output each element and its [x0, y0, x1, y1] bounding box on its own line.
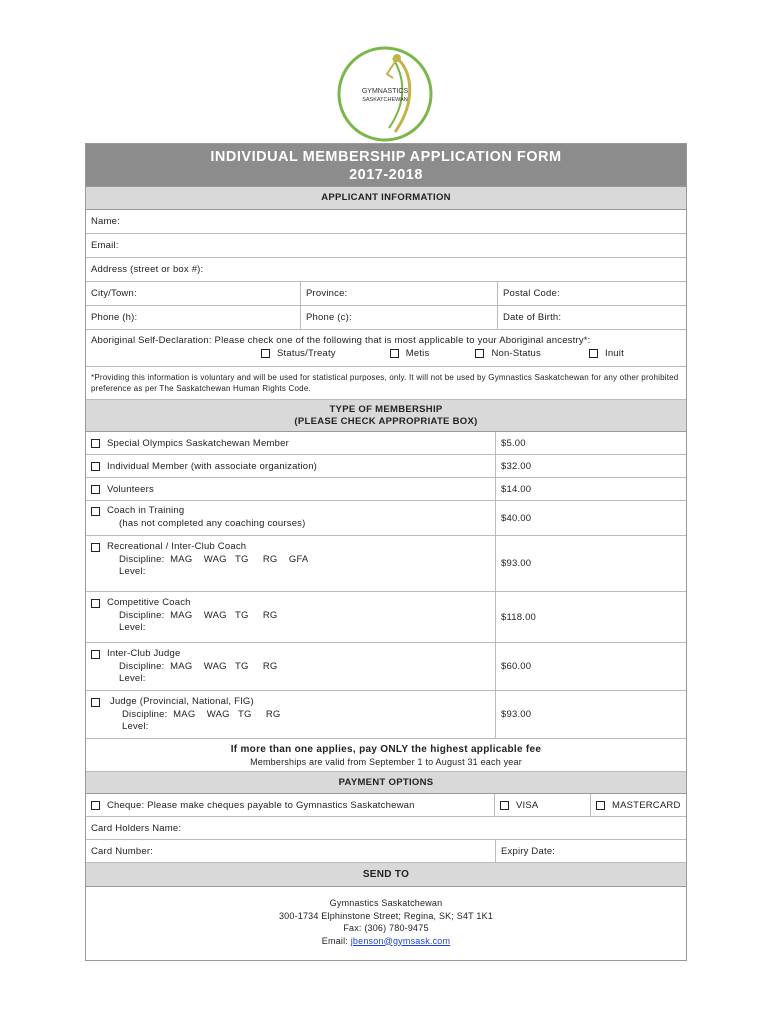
- option-metis[interactable]: Metis: [390, 347, 430, 360]
- membership-option[interactable]: Special Olympics Saskatchewan Member: [86, 432, 495, 454]
- level-line: Level:: [119, 622, 146, 633]
- membership-row: [86, 455, 686, 478]
- membership-label: Inter-Club Judge: [107, 648, 181, 659]
- checkbox-icon[interactable]: [91, 801, 100, 810]
- checkbox-icon[interactable]: [91, 507, 100, 516]
- send-email-label: Email:: [321, 935, 349, 946]
- form-title: [86, 144, 686, 187]
- membership-fee: $60.00: [495, 643, 686, 690]
- payment-mastercard-option[interactable]: MASTERCARD: [590, 794, 686, 816]
- option-status-treaty[interactable]: Status/Treaty: [261, 347, 336, 360]
- checkbox-icon[interactable]: [91, 485, 100, 494]
- payment-cheque-option[interactable]: Cheque: Please make cheques payable to Gymnastics Saskatchewan: [86, 794, 494, 816]
- checkbox-icon[interactable]: [589, 349, 598, 358]
- membership-fee: $93.00: [495, 691, 686, 738]
- card-holder-row: [86, 817, 686, 840]
- checkbox-icon[interactable]: [91, 439, 100, 448]
- membership-header-line1: TYPE OF MEMBERSHIP: [329, 404, 443, 415]
- checkbox-icon[interactable]: [91, 543, 100, 552]
- card-number-field[interactable]: Card Number:: [91, 845, 154, 857]
- membership-sublabel: (has not completed any coaching courses): [119, 517, 306, 529]
- email-row: [86, 234, 686, 258]
- level-line: Level:: [119, 673, 146, 684]
- discipline-line: Discipline: MAG WAG TG RG: [119, 609, 278, 621]
- level-line: Level:: [122, 721, 149, 732]
- discipline-line: Discipline: MAG WAG TG RG: [122, 708, 281, 720]
- logo-text-line1: GYMNASTICS: [361, 88, 409, 95]
- form-title-year: 2017-2018: [349, 167, 423, 183]
- expiry-date-field[interactable]: Expiry Date:: [495, 840, 686, 862]
- option-non-status[interactable]: Non-Status: [475, 347, 541, 360]
- send-to-address: [86, 887, 686, 960]
- membership-row: [86, 643, 686, 691]
- checkbox-icon[interactable]: [91, 650, 100, 659]
- email-field[interactable]: Email:: [91, 240, 119, 251]
- checkbox-icon[interactable]: [596, 801, 605, 810]
- membership-fee: $32.00: [495, 455, 686, 477]
- payment-visa-option[interactable]: VISA: [494, 794, 590, 816]
- membership-option[interactable]: [86, 536, 495, 591]
- postal-code-field[interactable]: Postal Code:: [497, 282, 686, 305]
- membership-fee: $118.00: [495, 592, 686, 642]
- membership-fee: $40.00: [495, 501, 686, 535]
- membership-option[interactable]: [86, 691, 495, 738]
- discipline-line: Discipline: MAG WAG TG RG GFA: [119, 553, 309, 565]
- province-field[interactable]: Province:: [300, 282, 497, 305]
- membership-row: [86, 592, 686, 643]
- membership-option[interactable]: Volunteers: [86, 478, 495, 500]
- fee-note: [86, 739, 686, 772]
- address-row: [86, 258, 686, 282]
- phone-cell-field[interactable]: Phone (c):: [300, 306, 497, 329]
- card-number-row: [86, 840, 686, 863]
- checkbox-icon[interactable]: [500, 801, 509, 810]
- membership-type-header: [86, 400, 686, 432]
- fee-note-validity: Memberships are valid from September 1 to August 31 each year: [250, 757, 522, 767]
- level-line: Level:: [119, 566, 146, 577]
- fee-note-bold: If more than one applies, pay ONLY the highest applicable fee: [230, 744, 542, 755]
- send-fax: Fax: (306) 780-9475: [343, 923, 429, 933]
- membership-fee: $14.00: [495, 478, 686, 500]
- phone-row: [86, 306, 686, 330]
- send-to-header: SEND TO: [86, 863, 686, 887]
- send-email-link[interactable]: jbenson@gymsask.com: [350, 935, 451, 946]
- applicant-info-header: APPLICANT INFORMATION: [86, 187, 686, 210]
- membership-header-line2: (PLEASE CHECK APPROPRIATE BOX): [294, 416, 478, 427]
- aboriginal-note: *Providing this information is voluntary and will be used for statistical purposes, only. It will not be used by Gymnastics Saskatchewan for any other prohibited preference as per The Saskatchewan Human Rights Code.: [91, 373, 679, 393]
- form-title-line1: INDIVIDUAL MEMBERSHIP APPLICATION FORM: [210, 149, 562, 165]
- aboriginal-options: [91, 347, 681, 360]
- option-inuit[interactable]: Inuit: [589, 347, 624, 360]
- date-of-birth-field[interactable]: Date of Birth:: [497, 306, 686, 329]
- membership-label: Recreational / Inter-Club Coach: [107, 541, 247, 552]
- name-field[interactable]: Name:: [91, 216, 120, 227]
- membership-fee: $93.00: [495, 536, 686, 591]
- card-holder-field[interactable]: Card Holders Name:: [91, 822, 182, 834]
- membership-row: [86, 691, 686, 739]
- discipline-line: Discipline: MAG WAG TG RG: [119, 660, 278, 672]
- checkbox-icon[interactable]: [475, 349, 484, 358]
- membership-row: [86, 536, 686, 592]
- membership-row: [86, 501, 686, 536]
- membership-option[interactable]: [86, 501, 495, 535]
- payment-method-row: [86, 794, 686, 817]
- city-field[interactable]: City/Town:: [91, 288, 137, 299]
- phone-home-field[interactable]: Phone (h):: [91, 312, 138, 323]
- membership-row: [86, 478, 686, 501]
- membership-form: [85, 143, 687, 961]
- payment-options-header: PAYMENT OPTIONS: [86, 772, 686, 794]
- membership-option[interactable]: Individual Member (with associate organization): [86, 455, 495, 477]
- checkbox-icon[interactable]: [91, 599, 100, 608]
- membership-row: [86, 432, 686, 455]
- city-row: [86, 282, 686, 306]
- membership-option[interactable]: [86, 592, 495, 642]
- address-field[interactable]: Address (street or box #):: [91, 264, 204, 275]
- membership-fee: $5.00: [495, 432, 686, 454]
- send-org: Gymnastics Saskatchewan: [329, 898, 443, 908]
- membership-label: Judge (Provincial, National, FIG): [110, 696, 254, 707]
- checkbox-icon[interactable]: [390, 349, 399, 358]
- aboriginal-note-row: [86, 367, 686, 400]
- membership-label: Coach in Training: [107, 505, 185, 516]
- aboriginal-prompt: Aboriginal Self-Declaration: Please check one of the following that is most applicable to your Aboriginal ancestry*:: [91, 335, 591, 346]
- send-email-line: [86, 935, 686, 948]
- membership-label: Competitive Coach: [107, 597, 191, 608]
- checkbox-icon[interactable]: [91, 698, 100, 707]
- checkbox-icon[interactable]: [261, 349, 270, 358]
- checkbox-icon[interactable]: [91, 462, 100, 471]
- logo-text-line2: SASKATCHEWAN: [362, 97, 408, 103]
- send-street-address: 300-1734 Elphinstone Street; Regina, SK; S4T 1K1: [278, 910, 494, 921]
- membership-option[interactable]: [86, 643, 495, 690]
- aboriginal-declaration: [86, 330, 686, 367]
- gymnastics-saskatchewan-logo: [335, 44, 435, 144]
- name-row: [86, 210, 686, 234]
